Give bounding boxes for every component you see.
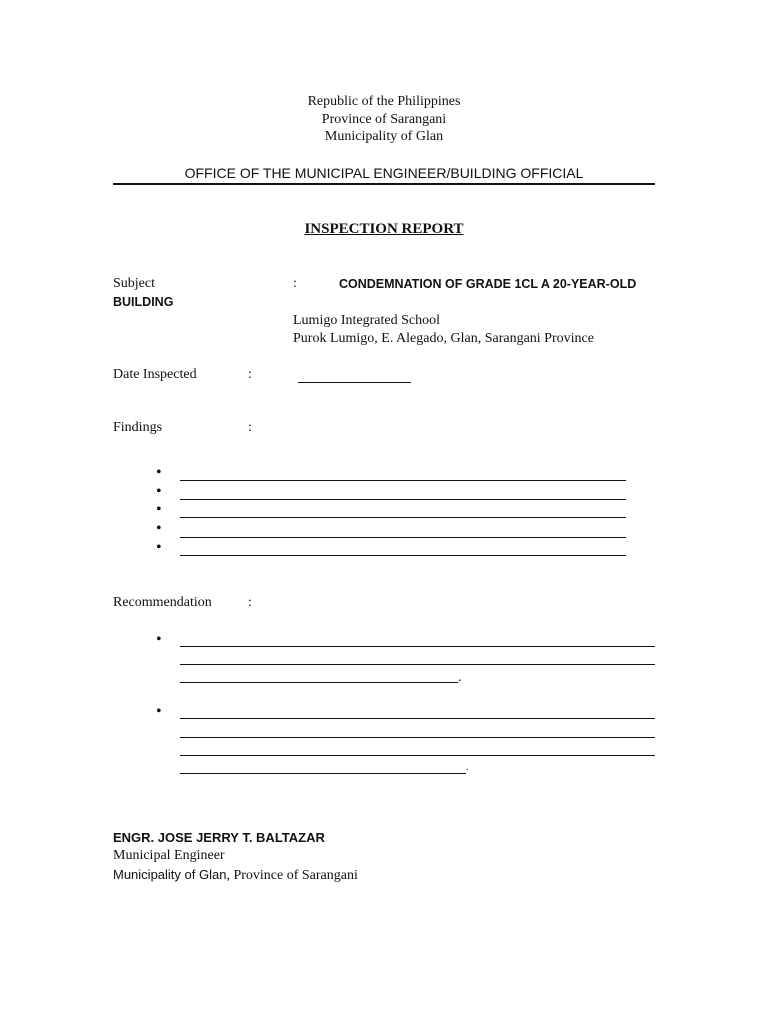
subject-label: Subject bbox=[113, 276, 155, 291]
recommendation-line[interactable] bbox=[180, 682, 458, 683]
report-title: INSPECTION REPORT bbox=[304, 221, 464, 237]
findings-bullet: • bbox=[156, 520, 162, 537]
subject-school: Lumigo Integrated School bbox=[293, 313, 440, 328]
signatory-title: Municipal Engineer bbox=[113, 848, 225, 863]
recommendation-line[interactable] bbox=[180, 737, 655, 738]
recommendation-bullet: • bbox=[156, 631, 162, 648]
findings-line[interactable] bbox=[180, 537, 626, 538]
findings-bullet: • bbox=[156, 501, 162, 518]
date-inspected-blank[interactable] bbox=[298, 382, 411, 383]
header-province: Province of Sarangani bbox=[321, 112, 447, 127]
recommendation-period: . bbox=[466, 762, 469, 773]
recommendation-bullet: • bbox=[156, 703, 162, 720]
header-divider bbox=[113, 183, 655, 185]
recommendation-line[interactable] bbox=[180, 773, 466, 774]
subject-colon: : bbox=[293, 276, 297, 291]
recommendation-line[interactable] bbox=[180, 718, 655, 719]
recommendation-period: . bbox=[458, 670, 462, 685]
signatory-office bbox=[113, 866, 358, 884]
date-inspected-colon: : bbox=[248, 367, 252, 382]
findings-line[interactable] bbox=[180, 555, 626, 556]
findings-bullet: • bbox=[156, 539, 162, 556]
signatory-province: , Province of Sarangani bbox=[226, 868, 358, 883]
findings-line[interactable] bbox=[180, 499, 626, 500]
office-title: OFFICE OF THE MUNICIPAL ENGINEER/BUILDING OFFICIAL bbox=[184, 165, 584, 181]
header-municipality: Municipality of Glan bbox=[324, 129, 444, 144]
recommendation-line[interactable] bbox=[180, 664, 655, 665]
header-republic: Republic of the Philippines bbox=[307, 94, 461, 109]
recommendation-colon: : bbox=[248, 595, 252, 610]
findings-bullet: • bbox=[156, 483, 162, 500]
recommendation-line[interactable] bbox=[180, 646, 655, 647]
subject-value-line2: BUILDING bbox=[113, 295, 174, 309]
signatory-municipality: Municipality of Glan bbox=[113, 867, 227, 882]
findings-line[interactable] bbox=[180, 517, 626, 518]
findings-bullet: • bbox=[156, 464, 162, 481]
subject-address: Purok Lumigo, E. Alegado, Glan, Sarangani Province bbox=[293, 331, 594, 346]
date-inspected-label: Date Inspected bbox=[113, 367, 197, 382]
findings-line[interactable] bbox=[180, 480, 626, 481]
recommendation-label: Recommendation bbox=[113, 595, 212, 610]
signatory-name: ENGR. JOSE JERRY T. BALTAZAR bbox=[113, 830, 325, 845]
findings-colon: : bbox=[248, 420, 252, 435]
recommendation-line[interactable] bbox=[180, 755, 655, 756]
subject-value-line1: CONDEMNATION OF GRADE 1CL A 20-YEAR-OLD bbox=[339, 277, 637, 291]
findings-label: Findings bbox=[113, 420, 163, 435]
